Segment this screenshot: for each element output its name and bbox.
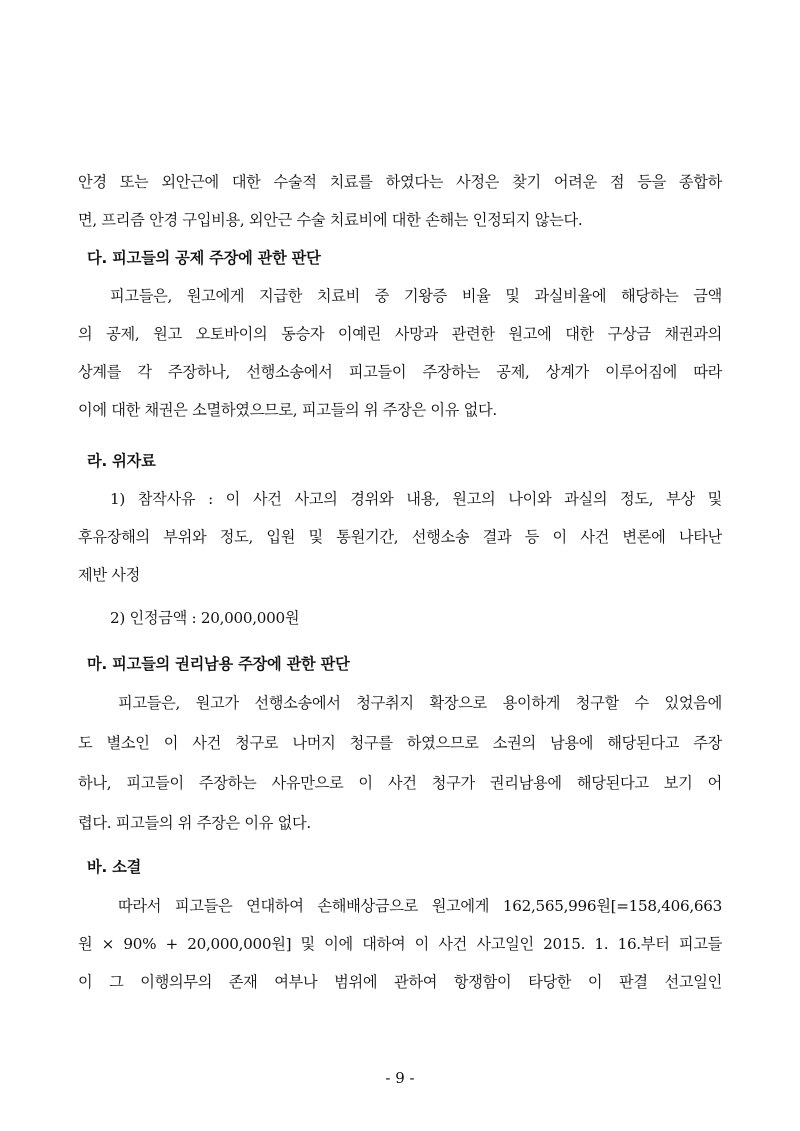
paragraph-line: 피고들은, 원고가 선행소송에서 청구취지 확장으로 용이하게 청구할 수 있었음에 <box>118 694 722 712</box>
paragraph-line: 하나, 피고들이 주장하는 사유만으로 이 사건 청구가 권리남용에 해당된다고 보기 어 <box>78 774 722 792</box>
paragraph-line: 면, 프리즘 안경 구입비용, 외안근 수술 치료비에 대한 손해는 인정되지 않는다. <box>78 211 583 229</box>
paragraph-line: 후유장해의 부위와 정도, 입원 및 통원기간, 선행소송 결과 등 이 사건 변론에 나타난 <box>78 528 722 546</box>
section-heading-offset-claim: 다. 피고들의 공제 주장에 관한 판단 <box>87 249 321 267</box>
page-number: - 9 - <box>385 1069 415 1087</box>
paragraph-line: 2) 인정금액 : 20,000,000원 <box>110 609 300 627</box>
section-heading-conclusion: 바. 소결 <box>87 858 142 876</box>
paragraph-line: 의 공제, 원고 오토바이의 동승자 이예린 사망과 관련한 원고에 대한 구상금 채권과의 <box>78 325 722 343</box>
paragraph-line: 도 별소인 이 사건 청구로 나머지 청구를 하였으므로 소권의 남용에 해당된다고 주장 <box>78 734 722 752</box>
paragraph-line: 상계를 각 주장하나, 선행소송에서 피고들이 주장하는 공제, 상계가 이루어짐에 따라 <box>78 363 722 381</box>
section-heading-consolation: 라. 위자료 <box>87 452 156 470</box>
paragraph-line: 렵다. 피고들의 위 주장은 이유 없다. <box>78 814 311 832</box>
paragraph-line: 안경 또는 외안근에 대한 수술적 치료를 하였다는 사정은 찾기 어려운 점 등을 종합하 <box>78 173 722 191</box>
paragraph-line: 이 그 이행의무의 존재 여부나 범위에 관하여 항쟁함이 타당한 이 판결 선고일인 <box>78 973 722 991</box>
section-heading-abuse-claim: 마. 피고들의 권리남용 주장에 관한 판단 <box>87 655 350 673</box>
paragraph-line: 1) 참작사유 : 이 사건 사고의 경위와 내용, 원고의 나이와 과실의 정도, 부상 및 <box>110 490 722 508</box>
paragraph-line: 제반 사정 <box>78 566 141 584</box>
paragraph-line: 피고들은, 원고에게 지급한 치료비 중 기왕증 비율 및 과실비율에 해당하는 금액 <box>110 287 722 305</box>
paragraph-line: 따라서 피고들은 연대하여 손해배상금으로 원고에게 162,565,996원[=158,406,663 <box>118 897 722 915</box>
paragraph-line: 원 × 90% + 20,000,000원] 및 이에 대하여 이 사건 사고일인 2015. 1. 16.부터 피고들 <box>78 935 722 953</box>
paragraph-line: 이에 대한 채권은 소멸하였으므로, 피고들의 위 주장은 이유 없다. <box>78 401 497 419</box>
